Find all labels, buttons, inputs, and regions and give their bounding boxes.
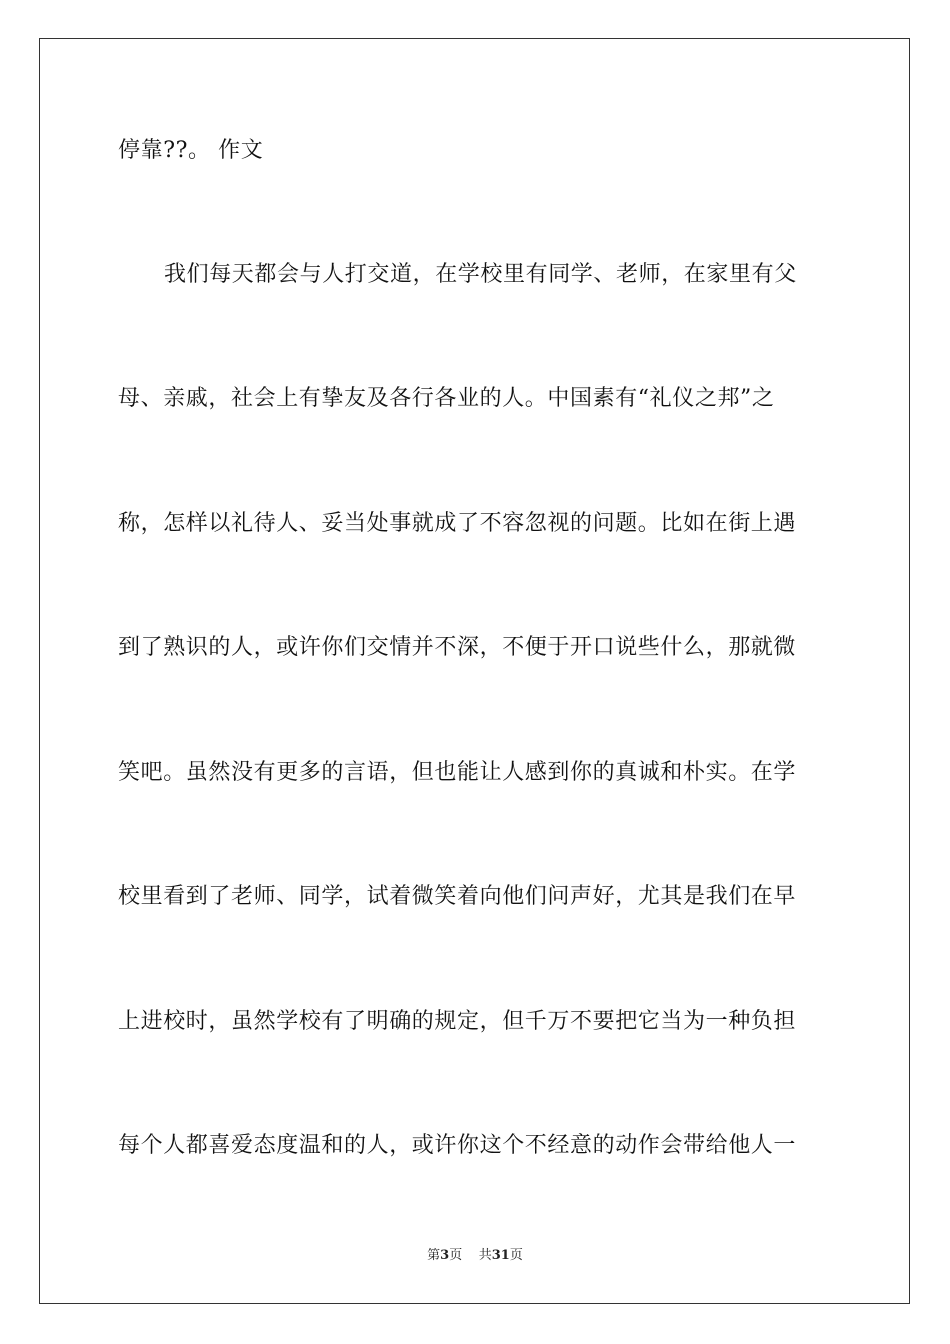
text-line-4: 称，怎样以礼待人、妥当处事就成了不容忽视的问题。比如在街上遇 <box>118 511 797 536</box>
text-line-9: 每个人都喜爱态度温和的人，或许你这个不经意的动作会带给他人一 <box>118 1133 797 1158</box>
total-pages: 31 <box>491 1248 510 1263</box>
page-suffix: 页 <box>449 1248 463 1263</box>
total-prefix: 共 <box>478 1248 492 1263</box>
paragraph-first-line: 我们每天都会与人打交道，在学校里有同学、老师，在家里有父 <box>164 262 797 287</box>
text-line-6: 笑吧。虽然没有更多的言语，但也能让人感到你的真诚和朴实。在学 <box>118 760 797 785</box>
text-line-8: 上进校时，虽然学校有了明确的规定，但千万不要把它当为一种负担 <box>118 1009 797 1034</box>
text-line-1: 停靠??。 作文 <box>118 138 264 163</box>
total-suffix: 页 <box>509 1248 523 1263</box>
text-line-5: 到了熟识的人，或许你们交情并不深，不便于开口说些什么，那就微 <box>118 635 797 660</box>
page-prefix: 第 <box>427 1248 441 1263</box>
text-line-3: 母、亲戚，社会上有挚友及各行各业的人。中国素有“礼仪之邦”之 <box>118 386 775 411</box>
text-line-7: 校里看到了老师、同学，试着微笑着向他们问声好，尤其是我们在早 <box>118 884 797 909</box>
page-border <box>39 38 910 1304</box>
page-footer <box>0 1247 950 1265</box>
page-number: 3 <box>440 1248 450 1263</box>
